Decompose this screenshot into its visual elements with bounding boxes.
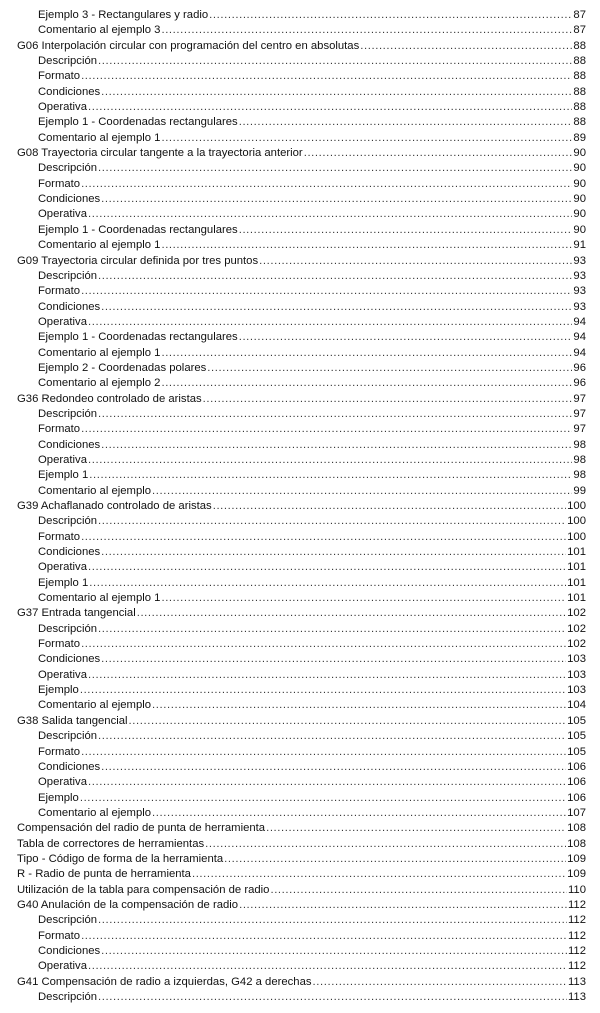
toc-subentry[interactable] (0, 484, 600, 499)
toc-page-number: 96 (573, 377, 586, 390)
toc-subentry[interactable] (0, 69, 600, 84)
toc-entry-title: R - Radio de punta de herramienta (17, 868, 191, 881)
toc-subentry[interactable] (0, 300, 600, 315)
dot-leader (98, 514, 566, 529)
toc-page-number: 88 (573, 55, 586, 68)
toc-entry-title: Formato (38, 745, 81, 758)
toc-subentry[interactable] (0, 315, 600, 330)
toc-section-entry[interactable] (0, 146, 600, 161)
toc-page-number: 105 (567, 745, 586, 758)
dot-leader (81, 929, 567, 944)
toc-entry-title: Comentario al ejemplo 1 (38, 346, 161, 359)
dot-leader (129, 714, 567, 729)
toc-entry-title: Ejemplo (38, 791, 79, 804)
dot-leader (89, 468, 572, 483)
toc-subentry[interactable] (0, 622, 600, 637)
toc-entry-title: Ejemplo 3 - Rectangulares y radio (38, 9, 209, 21)
toc-subentry[interactable] (0, 85, 600, 100)
toc-entry-title: Condiciones (38, 944, 101, 957)
toc-entry-title: G36 Redondeo controlado de aristas (17, 392, 202, 405)
toc-entry-title: Descripción (38, 515, 98, 528)
toc-entry-title: Condiciones (38, 300, 101, 313)
toc-subentry[interactable] (0, 131, 600, 146)
dot-leader (81, 177, 572, 192)
toc-entry-title: Comentario al ejemplo 3 (38, 24, 161, 37)
toc-page-number: 103 (567, 653, 586, 666)
toc-page-number: 97 (573, 407, 586, 420)
dot-leader (203, 392, 573, 407)
toc-section-entry[interactable] (0, 499, 600, 514)
toc-entry-title: Operativa (38, 561, 87, 574)
toc-page-number: 96 (573, 361, 586, 374)
table-of-contents (0, 8, 600, 1005)
dot-leader (209, 8, 572, 23)
toc-subentry[interactable] (0, 376, 600, 391)
toc-entry-title: Operativa (38, 668, 87, 681)
dot-leader (101, 545, 566, 560)
toc-subentry[interactable] (0, 453, 600, 468)
toc-section-entry[interactable] (0, 714, 600, 729)
toc-page-number: 88 (573, 101, 586, 114)
toc-subentry[interactable] (0, 422, 600, 437)
toc-page-number: 106 (567, 791, 586, 804)
toc-page-number: 98 (573, 438, 586, 451)
toc-page-number: 94 (573, 315, 586, 328)
dot-leader (81, 637, 566, 652)
toc-subentry[interactable] (0, 361, 600, 376)
dot-leader (239, 223, 573, 238)
toc-page-number: 103 (567, 668, 586, 681)
toc-entry-title: Descripción (38, 407, 98, 420)
toc-section-entry[interactable] (0, 852, 600, 867)
toc-page-number: 112 (567, 898, 586, 911)
toc-page-number: 104 (567, 699, 586, 712)
toc-entry-title: Operativa (38, 315, 87, 328)
dot-leader (88, 453, 572, 468)
toc-subentry[interactable] (0, 468, 600, 483)
toc-page-number: 112 (567, 944, 586, 957)
toc-subentry[interactable] (0, 591, 600, 606)
toc-page-number: 113 (567, 975, 586, 988)
toc-section-entry[interactable] (0, 821, 600, 836)
toc-entry-title: Ejemplo 1 (38, 469, 89, 482)
toc-page-number: 100 (567, 500, 586, 512)
toc-entry-title: G38 Salida tangencial (17, 714, 128, 727)
toc-page-number: 97 (573, 392, 586, 405)
toc-page-number: 105 (567, 730, 586, 743)
dot-leader (304, 146, 573, 161)
toc-entry-title: Condiciones (38, 193, 101, 206)
dot-leader (101, 438, 572, 453)
toc-subentry[interactable] (0, 545, 600, 560)
dot-leader (101, 85, 572, 100)
toc-page-number: 87 (573, 24, 586, 37)
toc-page-number: 101 (567, 546, 586, 559)
dot-leader (98, 269, 572, 284)
toc-page-number: 90 (573, 208, 586, 221)
toc-page-number: 88 (573, 116, 586, 129)
toc-entry-title: Ejemplo 1 - Coordenadas rectangulares (38, 223, 238, 236)
dot-leader (98, 622, 566, 637)
toc-entry-title: Descripción (38, 991, 98, 1003)
dot-leader (98, 729, 566, 744)
toc-entry-title: Operativa (38, 453, 87, 466)
dot-leader (239, 330, 573, 345)
toc-page-number: 112 (567, 960, 586, 973)
toc-entry-title: Operativa (38, 776, 87, 789)
toc-page-number: 105 (567, 714, 586, 727)
toc-entry-title: Operativa (38, 208, 87, 221)
dot-leader (89, 576, 566, 591)
toc-entry-title: G08 Trayectoria circular tangente a la trayectoria anterior (17, 147, 303, 160)
toc-page-number: 113 (567, 991, 586, 1003)
toc-subentry[interactable] (0, 100, 600, 115)
dot-leader (239, 115, 573, 130)
toc-page-number: 103 (567, 684, 586, 697)
toc-entry-title: Comentario al ejemplo (38, 484, 152, 497)
toc-entry-title: Formato (38, 638, 81, 651)
toc-subentry[interactable] (0, 683, 600, 698)
toc-entry-title: Comentario al ejemplo (38, 806, 152, 819)
toc-section-entry[interactable] (0, 606, 600, 621)
dot-leader (98, 407, 572, 422)
toc-subentry[interactable] (0, 530, 600, 545)
toc-page-number: 100 (567, 515, 586, 528)
toc-subentry[interactable] (0, 560, 600, 575)
toc-entry-title: Utilización de la tabla para compensación de radio (17, 883, 270, 896)
toc-page-number: 112 (567, 929, 586, 942)
toc-entry-title: G40 Anulación de la compensación de radio (17, 898, 239, 911)
dot-leader (88, 207, 572, 222)
toc-subentry[interactable] (0, 23, 600, 38)
toc-subentry[interactable] (0, 652, 600, 667)
dot-leader (80, 683, 566, 698)
toc-entry-title: Ejemplo 1 - Coordenadas rectangulares (38, 116, 238, 129)
toc-subentry[interactable] (0, 438, 600, 453)
toc-page-number: 107 (567, 806, 586, 819)
toc-page-number: 93 (573, 269, 586, 282)
dot-leader (80, 791, 566, 806)
dot-leader (239, 898, 567, 913)
dot-leader (213, 499, 566, 514)
toc-section-entry[interactable] (0, 837, 600, 852)
dot-leader (88, 315, 572, 330)
toc-subentry[interactable] (0, 192, 600, 207)
toc-entry-title: Condiciones (38, 85, 101, 98)
toc-section-entry[interactable] (0, 254, 600, 269)
dot-leader (88, 560, 566, 575)
toc-subentry[interactable] (0, 929, 600, 944)
toc-entry-title: Ejemplo (38, 684, 79, 697)
toc-entry-title: Descripción (38, 622, 98, 635)
dot-leader (192, 867, 566, 882)
toc-entry-title: Ejemplo 1 (38, 576, 89, 589)
dot-leader (152, 484, 572, 499)
toc-page-number: 91 (573, 239, 586, 252)
toc-entry-title: G09 Trayectoria circular definida por tres puntos (17, 254, 259, 267)
dot-leader (152, 806, 566, 821)
toc-entry-title: Comentario al ejemplo 2 (38, 377, 161, 390)
toc-page-number: 90 (573, 162, 586, 175)
toc-page-number: 109 (567, 868, 586, 881)
toc-page-number: 106 (567, 776, 586, 789)
dot-leader (88, 959, 567, 974)
toc-page-number: 102 (567, 607, 586, 620)
toc-subentry[interactable] (0, 729, 600, 744)
dot-leader (101, 652, 566, 667)
toc-entry-title: Condiciones (38, 546, 101, 559)
toc-page-number: 108 (567, 822, 586, 835)
toc-page-number: 89 (573, 131, 586, 144)
dot-leader (81, 745, 566, 760)
toc-subentry[interactable] (0, 944, 600, 959)
toc-entry-title: Condiciones (38, 438, 101, 451)
toc-entry-title: G06 Interpolación circular con programación del centro en absolutas (17, 39, 360, 52)
toc-subentry[interactable] (0, 330, 600, 345)
toc-section-entry[interactable] (0, 867, 600, 882)
dot-leader (88, 668, 566, 683)
toc-entry-title: Descripción (38, 730, 98, 743)
toc-section-entry[interactable] (0, 898, 600, 913)
dot-leader (81, 284, 572, 299)
dot-leader (360, 39, 572, 54)
toc-subentry[interactable] (0, 745, 600, 760)
toc-entry-title: G37 Entrada tangencial (17, 607, 136, 620)
dot-leader (161, 23, 572, 38)
toc-entry-title: Descripción (38, 55, 98, 68)
dot-leader (313, 975, 567, 990)
dot-leader (266, 821, 566, 836)
dot-leader (98, 161, 572, 176)
dot-leader (98, 990, 567, 1005)
toc-entry-title: Formato (38, 423, 81, 436)
dot-leader (81, 422, 572, 437)
toc-page-number: 112 (567, 914, 586, 927)
toc-section-entry[interactable] (0, 39, 600, 54)
dot-leader (259, 254, 572, 269)
toc-page-number: 101 (567, 592, 586, 605)
toc-subentry[interactable] (0, 806, 600, 821)
toc-page-number: 90 (573, 147, 586, 160)
toc-page-number: 100 (567, 530, 586, 543)
toc-entry-title: Compensación del radio de punta de herramienta (17, 822, 266, 835)
dot-leader (161, 376, 572, 391)
toc-entry-title: Operativa (38, 960, 87, 973)
toc-subentry[interactable] (0, 269, 600, 284)
toc-subentry[interactable] (0, 990, 600, 1005)
toc-subentry[interactable] (0, 177, 600, 192)
toc-page-number: 94 (573, 346, 586, 359)
toc-page-number: 97 (573, 423, 586, 436)
toc-page-number: 90 (573, 193, 586, 206)
toc-subentry[interactable] (0, 576, 600, 591)
toc-subentry[interactable] (0, 223, 600, 238)
toc-subentry[interactable] (0, 760, 600, 775)
toc-section-entry[interactable] (0, 392, 600, 407)
toc-subentry[interactable] (0, 913, 600, 928)
toc-subentry[interactable] (0, 207, 600, 222)
toc-subentry[interactable] (0, 346, 600, 361)
toc-page-number: 93 (573, 285, 586, 298)
dot-leader (81, 530, 566, 545)
toc-page-number: 108 (567, 837, 586, 850)
toc-entry-title: Condiciones (38, 760, 101, 773)
toc-entry-title: Comentario al ejemplo 1 (38, 239, 161, 252)
toc-section-entry[interactable] (0, 883, 600, 898)
toc-entry-title: Formato (38, 70, 81, 83)
dot-leader (101, 760, 566, 775)
toc-entry-title: Descripción (38, 162, 98, 175)
toc-page-number: 98 (573, 469, 586, 482)
toc-subentry[interactable] (0, 115, 600, 130)
toc-entry-title: Tipo - Código de forma de la herramienta (17, 852, 224, 865)
toc-subentry[interactable] (0, 668, 600, 683)
toc-page-number: 101 (567, 576, 586, 589)
toc-entry-title: Formato (38, 929, 81, 942)
toc-entry-title: Formato (38, 530, 81, 543)
toc-page-number: 87 (573, 9, 586, 21)
toc-subentry[interactable] (0, 959, 600, 974)
toc-page-number: 102 (567, 622, 586, 635)
toc-page-number: 90 (573, 223, 586, 236)
toc-page-number: 102 (567, 638, 586, 651)
dot-leader (101, 300, 572, 315)
dot-leader (224, 852, 566, 867)
toc-page-number: 94 (573, 331, 586, 344)
dot-leader (205, 837, 566, 852)
dot-leader (81, 69, 572, 84)
toc-entry-title: Condiciones (38, 653, 101, 666)
dot-leader (101, 192, 572, 207)
toc-subentry[interactable] (0, 514, 600, 529)
toc-entry-title: Comentario al ejemplo 1 (38, 131, 161, 144)
toc-page-number: 101 (567, 561, 586, 574)
toc-entry-title: Descripción (38, 269, 98, 282)
toc-page-number: 93 (573, 254, 586, 267)
toc-page-number: 110 (567, 883, 586, 896)
toc-entry-title: Operativa (38, 101, 87, 114)
toc-subentry[interactable] (0, 698, 600, 713)
dot-leader (207, 361, 572, 376)
toc-page-number: 93 (573, 300, 586, 313)
toc-entry-title: Formato (38, 285, 81, 298)
dot-leader (152, 698, 566, 713)
toc-entry-title: Ejemplo 2 - Coordenadas polares (38, 361, 207, 374)
toc-page-number: 99 (573, 484, 586, 497)
dot-leader (161, 131, 572, 146)
dot-leader (98, 54, 572, 69)
toc-section-entry[interactable] (0, 975, 600, 990)
toc-page-number: 109 (567, 852, 586, 865)
dot-leader (270, 883, 567, 898)
toc-entry-title: Comentario al ejemplo 1 (38, 592, 161, 605)
toc-page-number: 88 (573, 70, 586, 83)
dot-leader (161, 346, 572, 361)
dot-leader (137, 606, 566, 621)
toc-entry-title: G41 Compensación de radio a izquierdas, G42 a derechas (17, 975, 312, 988)
toc-subentry[interactable] (0, 791, 600, 806)
toc-subentry[interactable] (0, 54, 600, 69)
toc-subentry[interactable] (0, 8, 600, 23)
toc-entry-title: G39 Achaflanado controlado de aristas (17, 500, 212, 512)
dot-leader (101, 944, 567, 959)
toc-subentry[interactable] (0, 407, 600, 422)
toc-subentry[interactable] (0, 637, 600, 652)
toc-entry-title: Tabla de correctores de herramientas (17, 837, 205, 850)
toc-entry-title: Ejemplo 1 - Coordenadas rectangulares (38, 331, 238, 344)
toc-subentry[interactable] (0, 161, 600, 176)
dot-leader (161, 238, 572, 253)
dot-leader (161, 591, 566, 606)
dot-leader (88, 100, 572, 115)
toc-page-number: 88 (573, 39, 586, 52)
toc-subentry[interactable] (0, 238, 600, 253)
toc-entry-title: Descripción (38, 914, 98, 927)
toc-page-number: 98 (573, 453, 586, 466)
toc-entry-title: Formato (38, 177, 81, 190)
toc-entry-title: Comentario al ejemplo (38, 699, 152, 712)
toc-page-number: 88 (573, 85, 586, 98)
toc-subentry[interactable] (0, 775, 600, 790)
toc-subentry[interactable] (0, 284, 600, 299)
dot-leader (88, 775, 566, 790)
dot-leader (98, 913, 567, 928)
toc-page-number: 106 (567, 760, 586, 773)
toc-page-number: 90 (573, 177, 586, 190)
